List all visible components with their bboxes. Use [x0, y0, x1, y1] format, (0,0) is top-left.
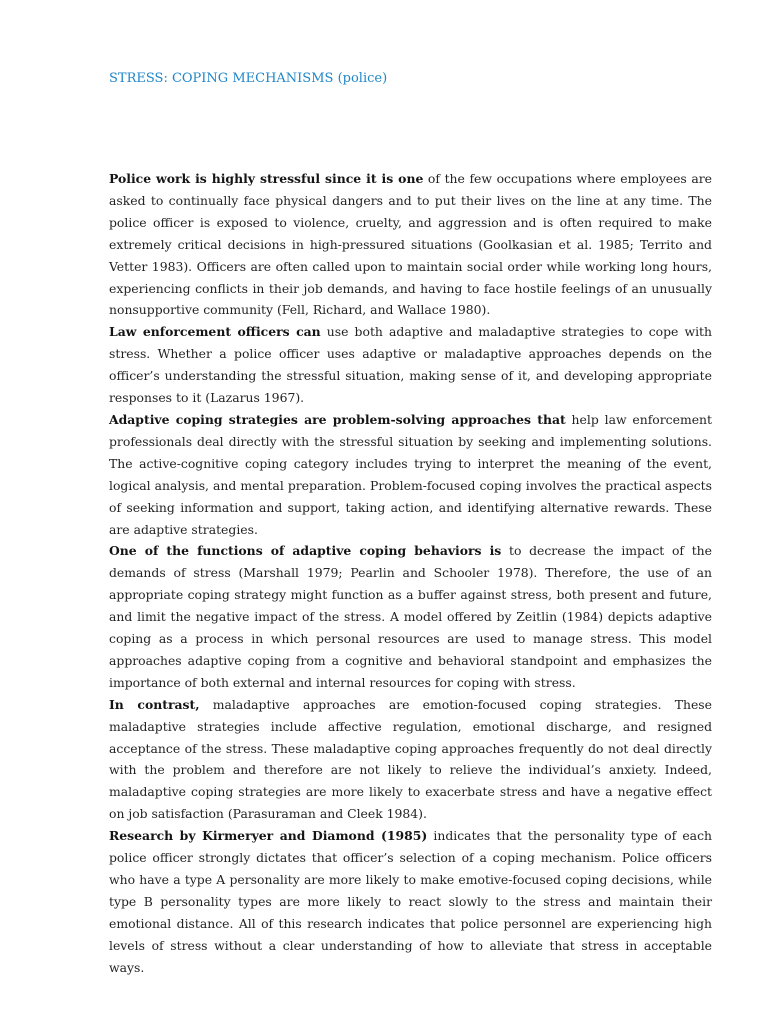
document-body — [109, 168, 712, 979]
paragraph-lead: Research by Kirmeryer and Diamond (1985) — [109, 828, 428, 844]
paragraph-in-contrast — [109, 694, 712, 825]
paragraph-lead: In contrast, — [109, 696, 200, 712]
paragraph-police-work — [109, 168, 712, 321]
paragraph-lead: Adaptive coping strategies are problem-solving approaches that — [109, 411, 566, 427]
paragraph-text: indicates that the personality type of each police officer strongly dictates that officer’s selection of a coping mechanism. Police officers who have a type A personality are more likely to make emotive-focused coping decisions, while type B personality types are more likely to react slowly to the stress and maintain their emotional distance. All of this research indicates that police personnel are experiencing high levels of stress without a clear understanding of how to alleviate that stress in acceptable ways. — [109, 828, 712, 975]
paragraph-lead: Police work is highly stressful since it is one — [109, 171, 424, 186]
paragraph-text: of the few occupations where employees are asked to continually face physical dangers and to put their lives on the line at any time. The police officer is exposed to violence, cruelty, and aggression and is often required to make extremely critical decisions in high-pressured situations (Goolkasian et al. 1985; Territo and Vetter 1983). Officers are often called upon to maintain social order while working long hours, experiencing conflicts in their job demands, and having to face hostile feelings of an unusually nonsupportive community (Fell, Richard, and Wallace 1980). — [109, 171, 712, 318]
paragraph-text: to decrease the impact of the demands of stress (Marshall 1979; Pearlin and Schooler 1978). Therefore, the use of an appropriate coping strategy might function as a buffer against stress, both present and future, and limit the negative impact of the stress. A model offered by Zeitlin (1984) depicts adaptive coping as a process in which personal resources are used to manage stress. This model approaches adaptive coping from a cognitive and behavioral standpoint and emphasizes the importance of both external and internal resources for coping with stress. — [109, 543, 712, 690]
document-title: STRESS: COPING MECHANISMS (police) — [109, 71, 388, 86]
paragraph-adaptive-functions — [109, 540, 712, 693]
paragraph-text: use both adaptive and maladaptive strategies to cope with stress. Whether a police officer uses adaptive or maladaptive approaches depends on the officer’s understanding the stressful situation, making sense of it, and developing appropriate responses to it (Lazarus 1967). — [109, 324, 713, 406]
paragraph-law-enforcement — [109, 321, 712, 409]
paragraph-adaptive-strategies — [109, 409, 712, 540]
paragraph-text: maladaptive approaches are emotion-focused coping strategies. These maladaptive strategies include affective regulation, emotional discharge, and resigned acceptance of the stress. These maladaptive coping approaches frequently do not deal directly with the problem and therefore are not likely to relieve the individual’s anxiety. Indeed, maladaptive coping strategies are more likely to exacerbate stress and have a negative effect on job satisfaction (Parasuraman and Cleek 1984). — [109, 696, 712, 822]
paragraph-research — [109, 825, 712, 978]
paragraph-lead: Law enforcement officers can — [109, 324, 321, 340]
paragraph-lead: One of the functions of adaptive coping behaviors is — [109, 543, 502, 559]
paragraph-text: help law enforcement professionals deal directly with the stressful situation by seeking and implementing solutions. The active-cognitive coping category includes trying to interpret the meaning of the event, logical analysis, and mental preparation. Problem-focused coping involves the practical aspects of seeking information and support, taking action, and identifying alternative rewards. These are adaptive strategies. — [109, 411, 712, 537]
